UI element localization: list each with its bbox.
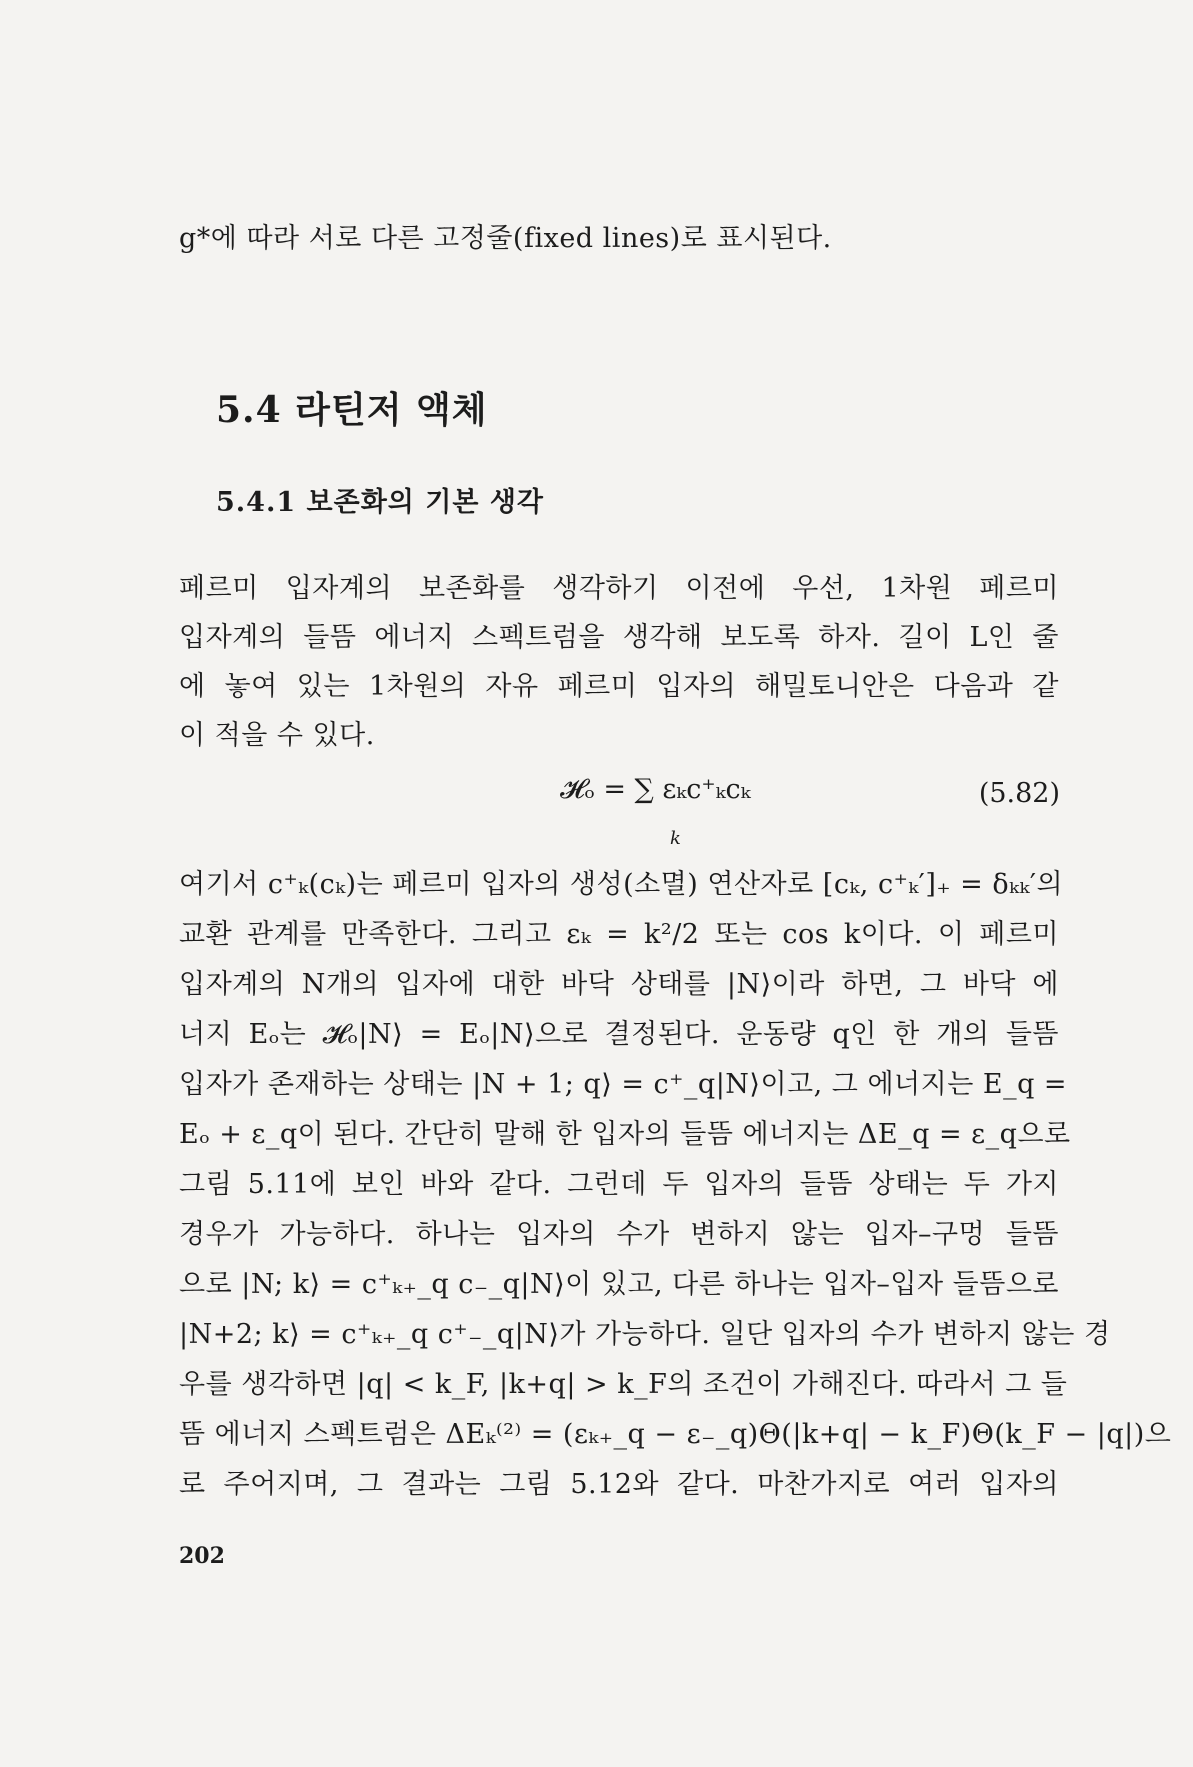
top-line: g*에 따라 서로 다른 고정줄(fixed lines)로 표시된다.: [179, 223, 832, 254]
paragraph2-line: Eₒ + ε_q이 된다. 간단히 말해 한 입자의 들뜸 에너지는 ΔE_q = ε_q으로: [179, 1119, 1071, 1150]
paragraph2-line: 으로 |N; k⟩ = c⁺ₖ₊_q c₋_q|N⟩이 있고, 다른 하나는 입자–입자 들뜸으로: [179, 1269, 1059, 1300]
section-title: 5.4 라틴저 액체: [216, 389, 488, 431]
paragraph1-line: 에 놓여 있는 1차원의 자유 페르미 입자의 해밀토니안은 다음과 같: [179, 671, 1059, 702]
equation-5-82: [560, 768, 1060, 858]
paragraph1-line: 이 적을 수 있다.: [179, 720, 375, 751]
paragraph1-line: 입자계의 들뜸 에너지 스펙트럼을 생각해 보도록 하자. 길이 L인 줄: [179, 622, 1059, 653]
equation-number: (5.82): [978, 778, 1060, 809]
paragraph2-line: |N+2; k⟩ = c⁺ₖ₊_q c⁺₋_q|N⟩가 가능하다. 일단 입자의 수가 변하지 않는 경: [179, 1319, 1111, 1350]
paragraph2-line: 로 주어지며, 그 결과는 그림 5.12와 같다. 마찬가지로 여러 입자의: [179, 1469, 1059, 1500]
paragraph2-line: 경우가 가능하다. 하나는 입자의 수가 변하지 않는 입자–구멍 들뜸: [179, 1219, 1059, 1250]
paragraph2-line: 뜸 에너지 스펙트럼은 ΔEₖ⁽²⁾ = (εₖ₊_q − ε₋_q)Θ(|k+q| − k_F)Θ(k_F − |q|)으: [179, 1419, 1172, 1450]
page-number: 202: [179, 1543, 225, 1569]
paragraph2-line: 입자가 존재하는 상태는 |N + 1; q⟩ = c⁺_q|N⟩이고, 그 에너지는 E_q =: [179, 1069, 1068, 1100]
summation-index: k: [670, 828, 681, 849]
equation-expression: 𝓗ₒ = ∑ εₖc⁺ₖcₖ: [560, 774, 751, 805]
paragraph2-line: 여기서 c⁺ₖ(cₖ)는 페르미 입자의 생성(소멸) 연산자로 [cₖ, c⁺ₖ′]₊ = δₖₖ′의: [179, 869, 1064, 900]
paragraph2-line: 입자계의 N개의 입자에 대한 바닥 상태를 |N⟩이라 하면, 그 바닥 에: [179, 969, 1059, 1000]
paragraph2-line: 교환 관계를 만족한다. 그리고 εₖ = k²/2 또는 cos k이다. 이 페르미: [179, 919, 1059, 950]
paragraph2-line: 그림 5.11에 보인 바와 같다. 그런데 두 입자의 들뜸 상태는 두 가지: [179, 1169, 1059, 1200]
paragraph1-line: 페르미 입자계의 보존화를 생각하기 이전에 우선, 1차원 페르미: [179, 573, 1059, 604]
subsection-title: 5.4.1 보존화의 기본 생각: [216, 487, 545, 518]
paragraph2-line: 너지 Eₒ는 𝓗ₒ|N⟩ = Eₒ|N⟩으로 결정된다. 운동량 q인 한 개의 들뜸: [179, 1019, 1059, 1050]
paragraph2-line: 우를 생각하면 |q| < k_F, |k+q| > k_F의 조건이 가해진다. 따라서 그 들: [179, 1369, 1068, 1400]
